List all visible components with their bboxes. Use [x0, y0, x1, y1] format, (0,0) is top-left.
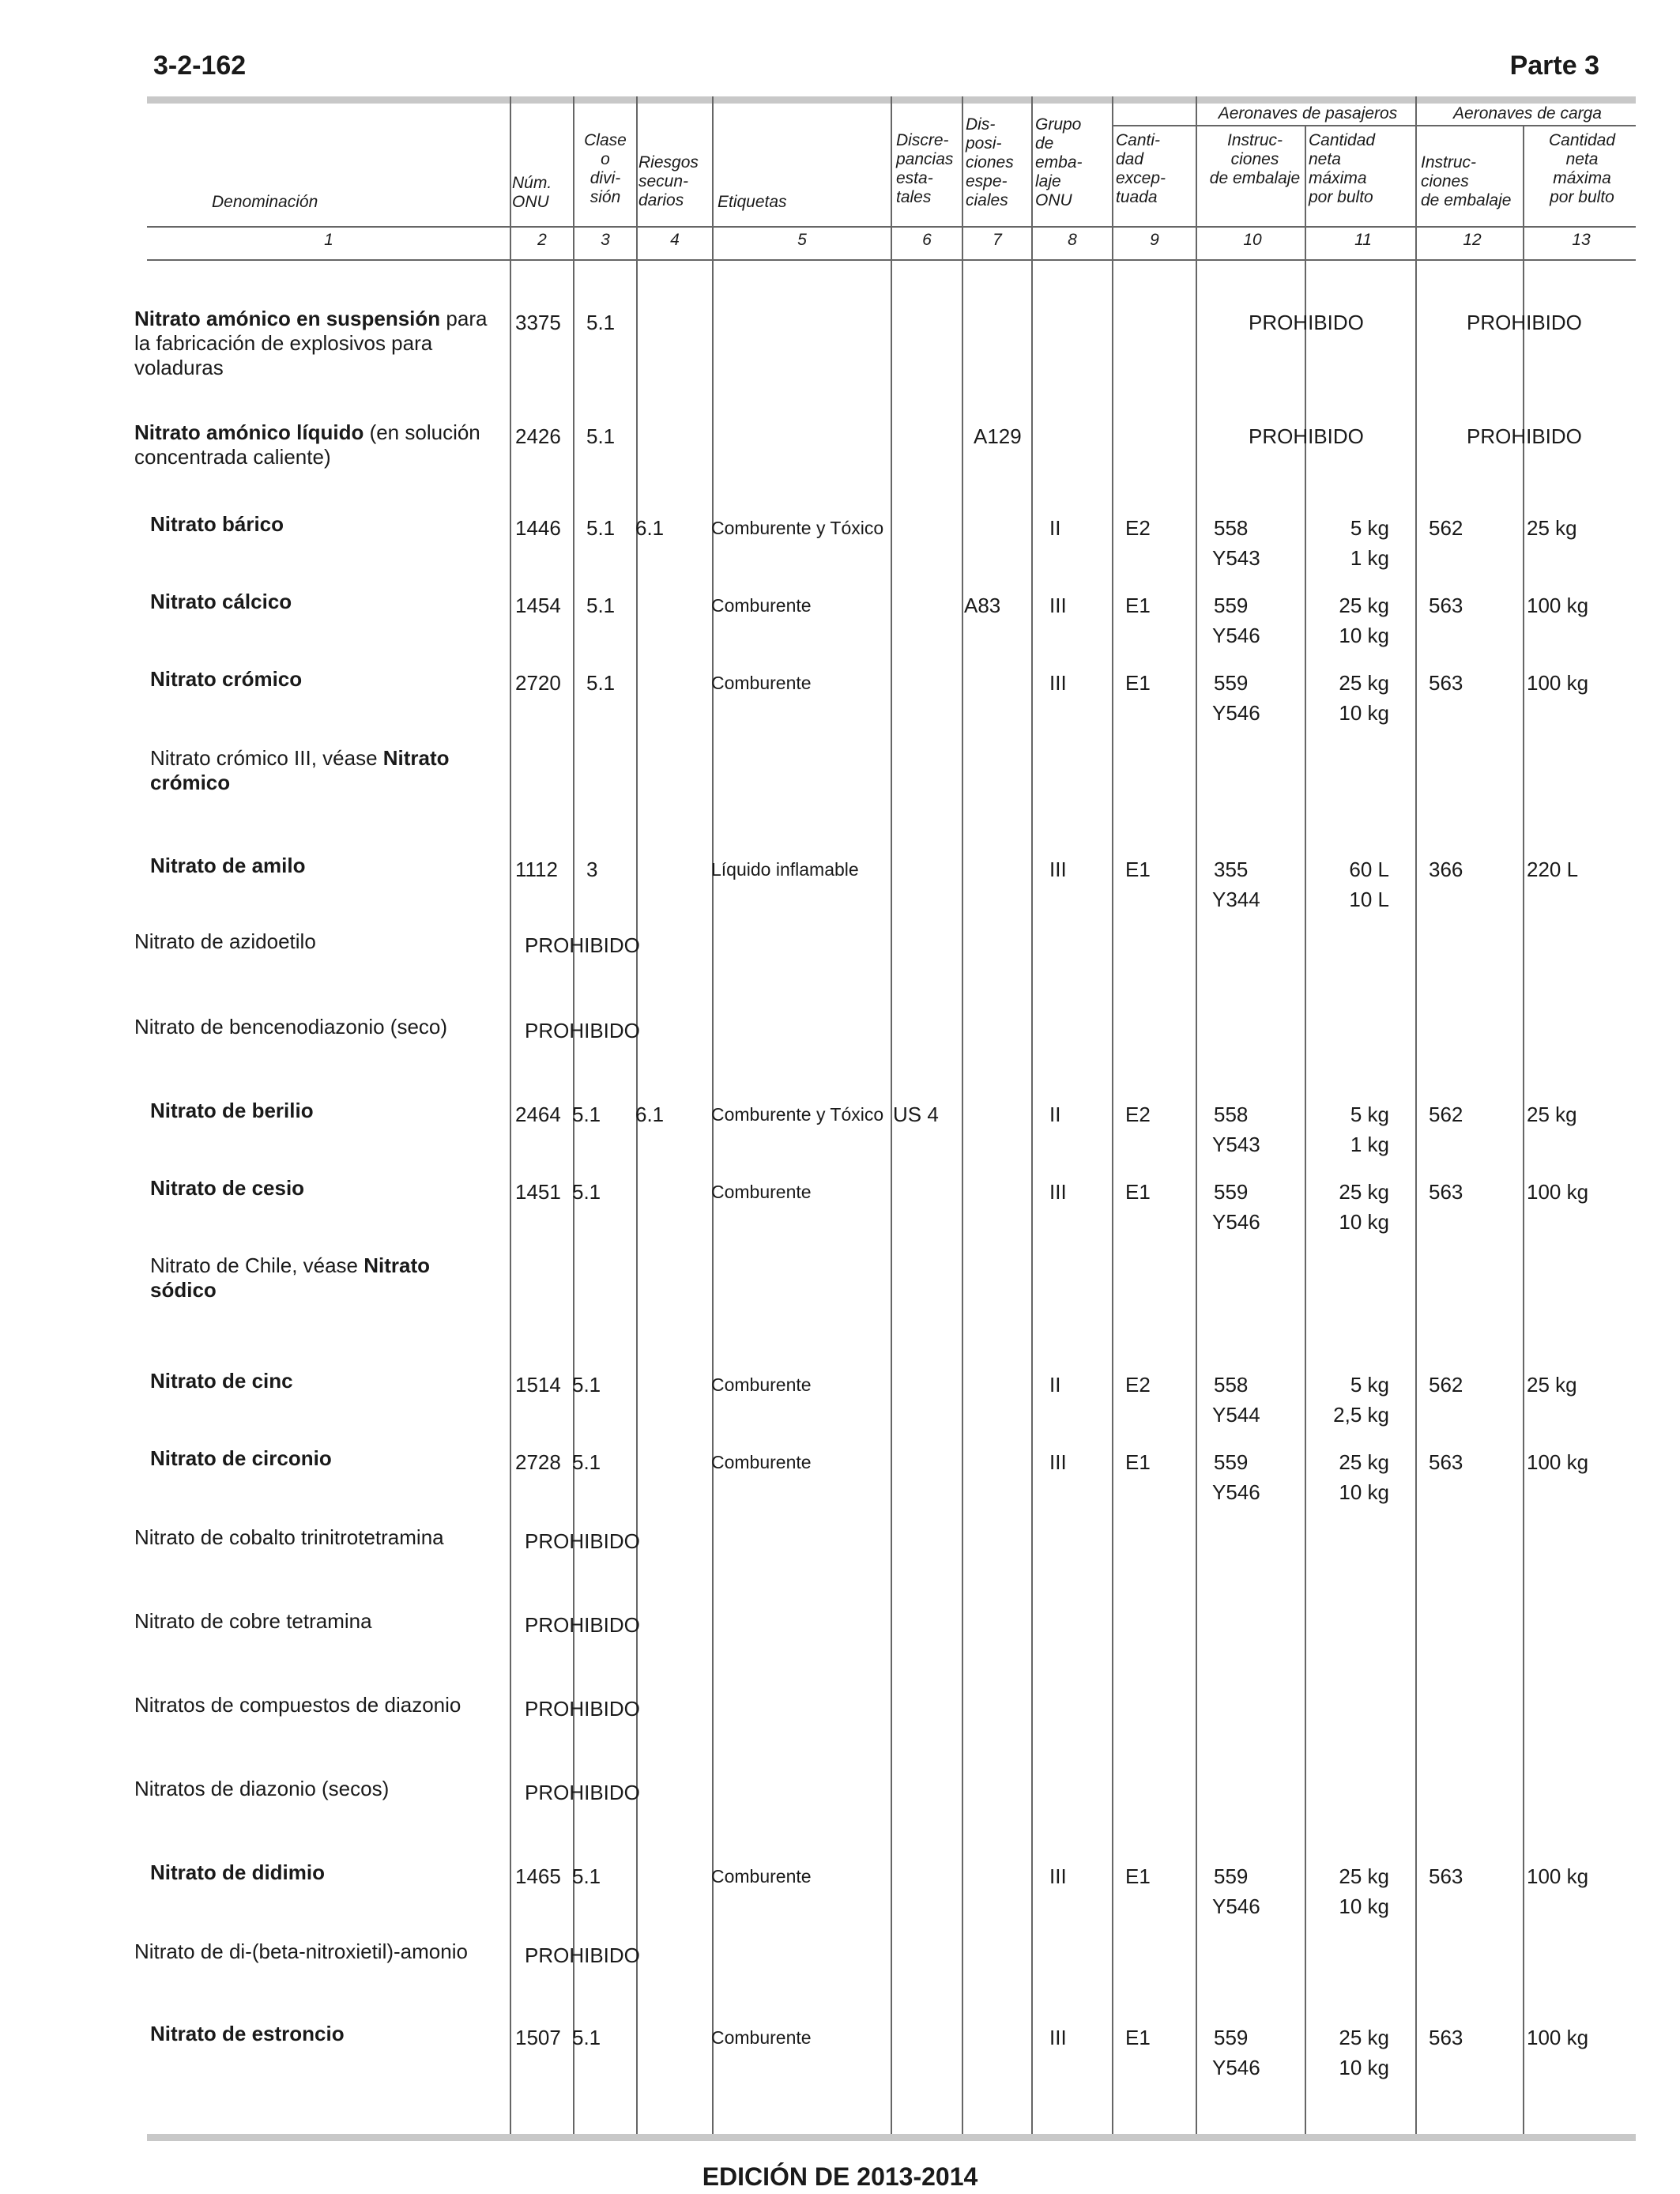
special-provision: A129	[974, 424, 1022, 448]
substance-name-text: Nitrato de Chile, véase	[150, 1253, 364, 1277]
hazard-label: Comburente	[711, 1182, 812, 1202]
col-header-cantidad-cargo-text: Cantidad neta máxima por bulto	[1548, 131, 1616, 206]
prohibited-text: PROHIBIDO	[525, 1943, 640, 1967]
max-quantity-passenger-ltd: 1 kg	[1350, 1133, 1389, 1156]
hazard-class: 5.1	[586, 311, 616, 334]
substance-name-text: Nitrato crómico III, véase	[150, 746, 383, 770]
substance-name-bold: Nitrato cálcico	[150, 590, 292, 613]
packing-instruction-passenger: 558	[1214, 1103, 1249, 1126]
hazard-class: 5.1	[586, 424, 616, 448]
packing-instruction-cargo: 562	[1429, 1373, 1463, 1397]
hazard-class: 5.1	[572, 1373, 601, 1397]
substance-name-bold: Nitrato crómico	[150, 667, 303, 691]
packing-instruction-cargo: 562	[1429, 1103, 1463, 1126]
hazard-class: 5.1	[572, 1450, 601, 1474]
packing-group: III	[1049, 1180, 1067, 1204]
un-number: 1451	[515, 1180, 561, 1204]
max-quantity-passenger-ltd: 10 kg	[1339, 1894, 1389, 1918]
prohibited-text: PROHIBIDO	[525, 1613, 640, 1637]
prohibited-cargo: PROHIBIDO	[1467, 311, 1582, 334]
un-number: 1507	[515, 2026, 561, 2049]
col-divider	[1031, 96, 1033, 2134]
hazard-class: 5.1	[572, 1864, 601, 1888]
col-header-cantidad-pax-text: Cantidad neta máxima por bulto	[1309, 131, 1376, 206]
excepted-quantity: E1	[1125, 671, 1151, 695]
col-number: 13	[1572, 231, 1591, 249]
max-quantity-passenger: 5 kg	[1350, 1373, 1389, 1397]
packing-instruction-cargo: 366	[1429, 858, 1463, 881]
prohibited-text: PROHIBIDO	[525, 933, 640, 957]
substance-name	[150, 2022, 490, 2046]
packing-instruction-passenger: 558	[1214, 1373, 1249, 1397]
max-quantity-passenger: 25 kg	[1339, 1450, 1389, 1474]
special-provision: A83	[964, 594, 1001, 617]
col-header-grupo-embalaje	[1035, 115, 1083, 210]
col-header-disposiciones	[966, 115, 1014, 210]
col-number: 5	[797, 231, 807, 249]
max-quantity-passenger: 25 kg	[1339, 1864, 1389, 1888]
col-divider	[1415, 96, 1417, 2134]
hazard-label: Comburente	[711, 1866, 812, 1887]
substance-name-bold: Nitrato de amilo	[150, 854, 306, 877]
col-divider	[891, 96, 892, 2134]
hazard-label: Comburente	[711, 1374, 812, 1395]
max-quantity-cargo: 25 kg	[1527, 516, 1577, 540]
max-quantity-cargo: 100 kg	[1527, 1450, 1589, 1474]
max-quantity-passenger-ltd: 10 kg	[1339, 1210, 1389, 1234]
hazard-class: 5.1	[586, 594, 616, 617]
col-number: 11	[1354, 231, 1372, 249]
excepted-quantity: E2	[1125, 1103, 1151, 1126]
substance-name-text: Nitratos de compuestos de diazonio	[134, 1693, 461, 1717]
excepted-quantity: E1	[1125, 1450, 1151, 1474]
substance-name	[150, 1369, 490, 1393]
col-header-instrucciones-pax	[1198, 131, 1312, 188]
max-quantity-passenger: 25 kg	[1339, 2026, 1389, 2049]
substance-name	[134, 1609, 490, 1634]
max-quantity-cargo: 100 kg	[1527, 2026, 1589, 2049]
col-header-instrucciones-pax-text: Instruc- ciones de embalaje	[1209, 131, 1301, 187]
packing-instruction-cargo: 563	[1429, 2026, 1463, 2049]
max-quantity-passenger-ltd: 10 kg	[1339, 1480, 1389, 1504]
col-number: 3	[601, 231, 610, 249]
substance-name-bold: Nitrato de didimio	[150, 1860, 325, 1884]
substance-name-text: Nitrato de di-(beta-nitroxietil)-amonio	[134, 1940, 468, 1963]
un-number: 2464	[515, 1103, 561, 1126]
packing-group: II	[1049, 516, 1061, 540]
col-number: 10	[1243, 231, 1262, 249]
col-number: 6	[922, 231, 932, 249]
col-header-denominacion: Denominación	[212, 193, 318, 211]
packing-instruction-passenger-ltd: Y546	[1212, 701, 1260, 725]
subsidiary-risk: 6.1	[635, 516, 665, 540]
hazard-label: Comburente y Tóxico	[711, 1104, 884, 1125]
un-number: 1514	[515, 1373, 561, 1397]
col-header-cantidad-pax	[1309, 131, 1419, 207]
max-quantity-passenger-ltd: 10 kg	[1339, 2056, 1389, 2079]
substance-name-text: Nitrato de azidoetilo	[134, 929, 316, 953]
max-quantity-passenger-ltd: 10 kg	[1339, 624, 1389, 647]
packing-instruction-passenger: 559	[1214, 1450, 1249, 1474]
col-divider	[510, 96, 511, 2134]
substance-name	[134, 420, 490, 469]
max-quantity-passenger-ltd: 10 kg	[1339, 701, 1389, 725]
max-quantity-passenger: 25 kg	[1339, 1180, 1389, 1204]
packing-instruction-cargo: 563	[1429, 1450, 1463, 1474]
max-quantity-passenger-ltd: 1 kg	[1350, 546, 1389, 570]
substance-name-text: (en solución concentrada caliente)	[134, 420, 480, 469]
packing-group: III	[1049, 594, 1067, 617]
packing-group: III	[1049, 671, 1067, 695]
substance-name-bold: Nitrato de cesio	[150, 1176, 305, 1200]
col-header-cantidad-exceptuada	[1116, 131, 1166, 207]
col-header-discrepancias	[896, 131, 953, 207]
substance-name-text: Nitrato de bencenodiazonio (seco)	[134, 1015, 448, 1039]
col-header-cantidad-cargo	[1528, 131, 1636, 207]
excepted-quantity: E1	[1125, 594, 1151, 617]
max-quantity-passenger-ltd: 10 L	[1349, 888, 1389, 911]
cross-reference: Nitrato sódico	[150, 1253, 431, 1302]
substance-name-bold: Nitrato bárico	[150, 512, 284, 536]
substance-name	[134, 1015, 490, 1039]
cross-reference: Nitrato crómico	[150, 746, 450, 794]
substance-name	[150, 1253, 490, 1302]
hazard-class: 5.1	[572, 1180, 601, 1204]
col-header-riesgos	[638, 153, 699, 210]
packing-instruction-passenger-ltd: Y543	[1212, 1133, 1260, 1156]
packing-group: III	[1049, 1450, 1067, 1474]
group-aeronaves-carga: Aeronaves de carga	[1453, 104, 1602, 123]
hazard-class: 5.1	[572, 2026, 601, 2049]
col-header-grupo-embalaje-text: Grupo de emba- laje ONU	[1035, 115, 1083, 209]
packing-group: III	[1049, 1864, 1067, 1888]
substance-name-bold: Nitrato de estroncio	[150, 2022, 345, 2045]
col-header-num-onu-text: Núm. ONU	[512, 174, 552, 211]
packing-instruction-passenger: 558	[1214, 516, 1249, 540]
excepted-quantity: E1	[1125, 858, 1151, 881]
hazard-class: 3	[586, 858, 598, 881]
packing-instruction-passenger-ltd: Y546	[1212, 624, 1260, 647]
packing-instruction-passenger-ltd: Y546	[1212, 1480, 1260, 1504]
edition-footer: EDICIÓN DE 2013-2014	[702, 2162, 978, 2191]
un-number: 1446	[515, 516, 561, 540]
substance-name	[134, 1525, 490, 1550]
substance-name	[150, 1860, 490, 1885]
max-quantity-passenger: 25 kg	[1339, 594, 1389, 617]
substance-name	[150, 1099, 490, 1123]
group-aeronaves-pasajeros: Aeronaves de pasajeros	[1218, 104, 1398, 123]
substance-name	[134, 307, 490, 380]
hazard-class: 5.1	[572, 1103, 601, 1126]
col-header-cantidad-exceptuada-text: Canti- dad excep- tuada	[1116, 131, 1166, 206]
substance-name-text: para la fabricación de explosivos para voladuras	[134, 307, 488, 379]
prohibited-text: PROHIBIDO	[525, 1781, 640, 1804]
substance-name	[134, 1940, 490, 1964]
substance-name	[134, 1693, 490, 1717]
prohibited-text: PROHIBIDO	[525, 1697, 640, 1721]
packing-instruction-cargo: 563	[1429, 594, 1463, 617]
substance-name-text: Nitrato de cobre tetramina	[134, 1609, 372, 1633]
col-header-riesgos-text: Riesgos secun- darios	[638, 153, 699, 209]
max-quantity-cargo: 100 kg	[1527, 1180, 1589, 1204]
rule-subheader	[1113, 125, 1636, 126]
substance-name	[150, 746, 490, 795]
hazard-label: Comburente	[711, 1452, 812, 1472]
packing-instruction-passenger-ltd: Y546	[1212, 1894, 1260, 1918]
bottom-rule	[147, 2134, 1636, 2141]
packing-instruction-passenger: 559	[1214, 1864, 1249, 1888]
col-number: 4	[670, 231, 680, 249]
hazard-label: Comburente	[711, 2027, 812, 2048]
max-quantity-cargo: 100 kg	[1527, 671, 1589, 695]
col-header-discrepancias-text: Discre- pancias esta- tales	[896, 131, 954, 206]
col-divider	[962, 96, 963, 2134]
max-quantity-cargo: 100 kg	[1527, 594, 1589, 617]
substance-name-bold: Nitrato amónico en suspensión	[134, 307, 441, 330]
substance-name-text: Nitratos de diazonio (secos)	[134, 1777, 390, 1800]
col-header-num-onu	[512, 174, 552, 212]
packing-group: III	[1049, 858, 1067, 881]
excepted-quantity: E2	[1125, 516, 1151, 540]
hazard-label: Comburente	[711, 595, 812, 616]
un-number: 3375	[515, 311, 561, 334]
un-number: 2720	[515, 671, 561, 695]
col-number: 9	[1150, 231, 1159, 249]
substance-name	[134, 929, 490, 954]
packing-instruction-passenger: 559	[1214, 1180, 1249, 1204]
max-quantity-cargo: 25 kg	[1527, 1373, 1577, 1397]
substance-name	[150, 667, 490, 692]
hazard-class: 5.1	[586, 516, 616, 540]
excepted-quantity: E1	[1125, 1864, 1151, 1888]
max-quantity-passenger: 5 kg	[1350, 1103, 1389, 1126]
col-number: 8	[1068, 231, 1077, 249]
packing-group: II	[1049, 1103, 1061, 1126]
prohibited-text: PROHIBIDO	[525, 1019, 640, 1042]
col-header-clase	[575, 131, 635, 207]
col-header-instrucciones-cargo	[1421, 153, 1511, 210]
un-number: 2728	[515, 1450, 561, 1474]
packing-instruction-passenger-ltd: Y344	[1212, 888, 1260, 911]
col-divider	[1112, 96, 1113, 2134]
packing-instruction-passenger-ltd: Y544	[1212, 1403, 1260, 1427]
packing-instruction-passenger: 559	[1214, 594, 1249, 617]
prohibited-cargo: PROHIBIDO	[1467, 424, 1582, 448]
hazard-label: Comburente y Tóxico	[711, 518, 884, 538]
col-header-clase-text: Clase o divi- sión	[584, 131, 627, 206]
max-quantity-passenger-ltd: 2,5 kg	[1333, 1403, 1389, 1427]
hazard-class: 5.1	[586, 671, 616, 695]
max-quantity-passenger: 25 kg	[1339, 671, 1389, 695]
substance-name-text: Nitrato de cobalto trinitrotetramina	[134, 1525, 444, 1549]
substance-name-bold: Nitrato de circonio	[150, 1446, 332, 1470]
un-number: 1465	[515, 1864, 561, 1888]
packing-instruction-cargo: 563	[1429, 671, 1463, 695]
col-number: 7	[993, 231, 1002, 249]
substance-name-bold: Nitrato de cinc	[150, 1369, 293, 1393]
col-header-etiquetas: Etiquetas	[718, 193, 787, 211]
col-number: 2	[537, 231, 547, 249]
un-number: 1454	[515, 594, 561, 617]
state-variation: US 4	[893, 1103, 939, 1126]
substance-name	[150, 854, 490, 878]
col-divider	[1196, 96, 1197, 2134]
hazard-label: Líquido inflamable	[711, 859, 859, 880]
packing-instruction-passenger-ltd: Y546	[1212, 2056, 1260, 2079]
substance-name	[134, 1777, 490, 1801]
substance-name	[150, 1446, 490, 1471]
max-quantity-passenger: 60 L	[1349, 858, 1389, 881]
prohibited-passenger: PROHIBIDO	[1249, 424, 1364, 448]
max-quantity-cargo: 100 kg	[1527, 1864, 1589, 1888]
packing-instruction-passenger-ltd: Y546	[1212, 1210, 1260, 1234]
col-number: 1	[324, 231, 333, 249]
packing-instruction-passenger: 559	[1214, 671, 1249, 695]
subsidiary-risk: 6.1	[635, 1103, 665, 1126]
substance-name	[150, 1176, 490, 1201]
substance-name-bold: Nitrato amónico líquido	[134, 420, 364, 444]
part-label: Parte 3	[1509, 51, 1599, 81]
packing-instruction-cargo: 563	[1429, 1864, 1463, 1888]
packing-instruction-cargo: 562	[1429, 516, 1463, 540]
packing-instruction-passenger: 355	[1214, 858, 1249, 881]
page-number: 3-2-162	[153, 51, 247, 81]
excepted-quantity: E1	[1125, 2026, 1151, 2049]
excepted-quantity: E2	[1125, 1373, 1151, 1397]
hazard-label: Comburente	[711, 673, 812, 693]
col-header-disposiciones-text: Dis- posi- ciones espe- ciales	[966, 115, 1014, 209]
col-header-instrucciones-cargo-text: Instruc- ciones de embalaje	[1421, 153, 1512, 209]
max-quantity-passenger: 5 kg	[1350, 516, 1389, 540]
packing-instruction-passenger: 559	[1214, 2026, 1249, 2049]
prohibited-text: PROHIBIDO	[525, 1529, 640, 1553]
substance-name	[150, 512, 490, 537]
prohibited-passenger: PROHIBIDO	[1249, 311, 1364, 334]
max-quantity-cargo: 25 kg	[1527, 1103, 1577, 1126]
un-number: 2426	[515, 424, 561, 448]
substance-name	[150, 590, 490, 614]
substance-name-bold: Nitrato de berilio	[150, 1099, 314, 1122]
excepted-quantity: E1	[1125, 1180, 1151, 1204]
packing-instruction-cargo: 563	[1429, 1180, 1463, 1204]
un-number: 1112	[515, 858, 558, 881]
max-quantity-cargo: 220 L	[1527, 858, 1579, 881]
packing-group: II	[1049, 1373, 1061, 1397]
packing-group: III	[1049, 2026, 1067, 2049]
packing-instruction-passenger-ltd: Y543	[1212, 546, 1260, 570]
col-number: 12	[1463, 231, 1482, 249]
